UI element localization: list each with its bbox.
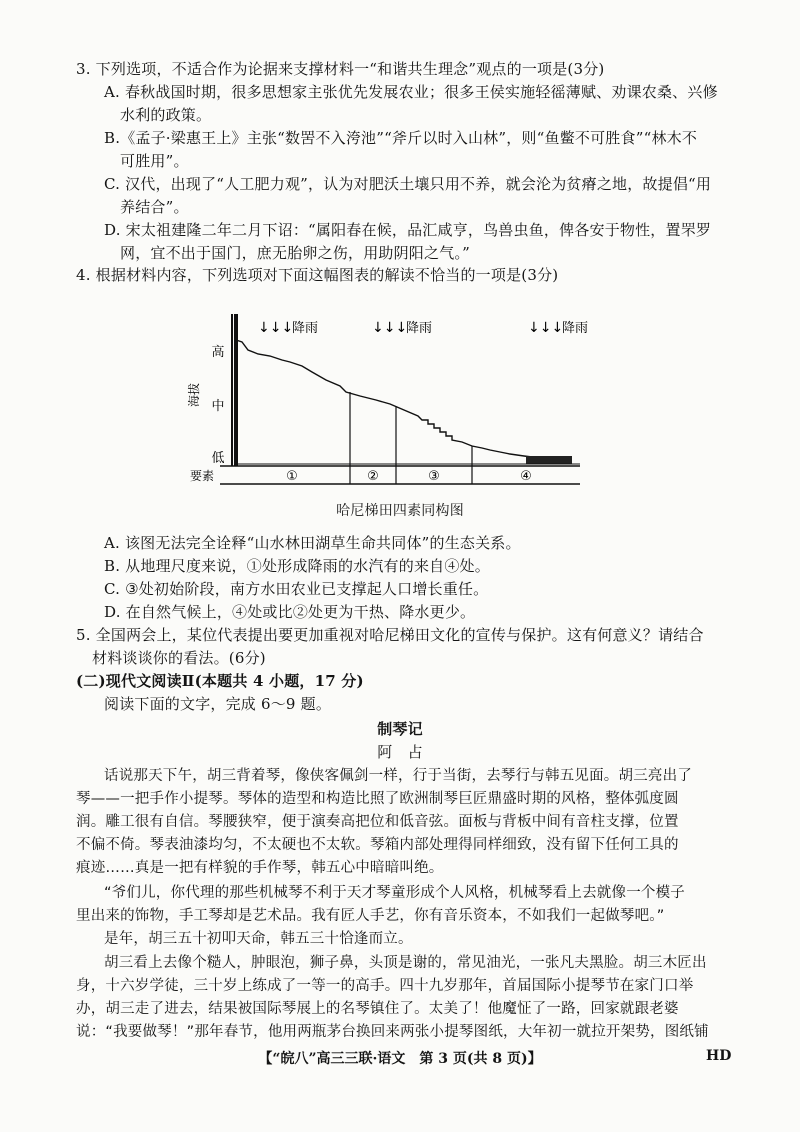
article-line-7: 里出来的饰物，手工琴却是艺术品。我有匠人手艺，你有音乐资本，不如我们一起做琴吧。” bbox=[76, 908, 665, 924]
q5-line-1: 5. 全国两会上，某位代表提出要更加重视对哈尼梯田文化的宣传与保护。这有何意义？请结合 bbox=[76, 626, 704, 644]
rain-label-1: 降雨 bbox=[292, 321, 319, 336]
terrain-profile bbox=[236, 340, 570, 458]
rain-label-3: 降雨 bbox=[562, 321, 589, 336]
q4-option-d: D. 在自然气候上，④处或比②处更为干热、降水更少。 bbox=[104, 603, 476, 621]
q3-option-c-cont: 养结合”。 bbox=[120, 198, 189, 216]
x-axis-label: 要素 bbox=[190, 469, 215, 483]
article-line-3: 润。雕工很有自信。琴腰狭窄，便于演奏高把位和低音弦。面板与背板中间有音柱支撑，位置 bbox=[76, 814, 679, 830]
article-line-8: 是年，胡三五十初叩天命，韩五三十恰逢而立。 bbox=[104, 931, 413, 947]
zone-label-4: ④ bbox=[520, 469, 532, 484]
q3-option-d-cont: 网，宜不出于国门，庶无胎卵之伤，用助阴阳之气。” bbox=[120, 244, 470, 262]
diagram-caption: 哈尼梯田四素同构图 bbox=[336, 503, 464, 519]
article-line-11: 办，胡三走了进去，结果被国际琴展上的名琴镇住了。太美了！他魔怔了一路，回家就跟老婆 bbox=[76, 1001, 679, 1017]
article-title: 制琴记 bbox=[377, 720, 423, 738]
q3-option-a: A. 春秋战国时期，很多思想家主张优先发展农业；很多王侯实施轻徭薄赋、劝课农桑、兴修 bbox=[104, 83, 718, 101]
rain-arrows-3: ↓↓↓ bbox=[528, 320, 564, 336]
article-line-12: 说：“我要做琴！”那年春节，他用两瓶茅台换回来两张小提琴图纸，大年初一就拉开架势，图纸铺 bbox=[76, 1024, 709, 1040]
rain-label-2: 降雨 bbox=[406, 321, 433, 336]
y-tick-low: 低 bbox=[211, 451, 225, 466]
zone-label-3: ③ bbox=[428, 469, 440, 484]
q4-stem: 4. 根据材料内容，下列选项对下面这幅图表的解读不恰当的一项是(3分) bbox=[76, 266, 559, 284]
rain-arrows-2: ↓↓↓ bbox=[372, 320, 408, 336]
q4-option-c: C. ③处初始阶段，南方水田农业已支撑起人口增长重任。 bbox=[104, 580, 489, 598]
footer-code: HD bbox=[706, 1048, 732, 1064]
y-tick-mid: 中 bbox=[211, 399, 225, 414]
article-line-4: 不偏不倚。琴表油漆均匀，不太硬也不太软。琴箱内部处理得同样细致，没有留下任何工具的 bbox=[76, 837, 679, 853]
article-author: 阿 占 bbox=[377, 743, 423, 761]
article-line-5: 痕迹……真是一把有样貌的手作琴，韩五心中暗暗叫绝。 bbox=[76, 860, 444, 876]
article-line-10: 身，十六岁学徒，三十岁上练成了一等一的高手。四十九岁那年，首届国际小提琴节在家门口举 bbox=[76, 978, 694, 994]
q3-stem: 3. 下列选项，不适合作为论据来支撑材料一“和谐共生理念”观点的一项是(3分) bbox=[76, 60, 605, 78]
article-line-1: 话说那天下午，胡三背着琴，像侠客佩剑一样，行于当街，去琴行与韩五见面。胡三亮出了 bbox=[104, 768, 692, 784]
q3-option-a-cont: 水利的政策。 bbox=[120, 106, 212, 124]
y-axis-label: 海拔 bbox=[187, 382, 201, 408]
section-heading: (二)现代文阅读Ⅱ(本题共 4 小题，17 分) bbox=[76, 672, 364, 690]
lake-block bbox=[526, 456, 572, 464]
section-instruction: 阅读下面的文字，完成 6～9 题。 bbox=[104, 695, 332, 713]
footer-page-info: 【“皖八”高三三联·语文 第 3 页(共 8 页)】 bbox=[258, 1051, 542, 1067]
zone-label-2: ② bbox=[367, 469, 379, 484]
q3-option-b-cont: 可胜用”。 bbox=[120, 152, 189, 170]
zone-label-1: ① bbox=[286, 469, 298, 484]
y-tick-high: 高 bbox=[211, 345, 225, 360]
q4-option-a: A. 该图无法完全诠释“山水林田湖草生命共同体”的生态关系。 bbox=[104, 534, 521, 552]
article-line-9: 胡三看上去像个糙人，肿眼泡，狮子鼻，头顶是谢的，常见油光，一张凡夫黑脸。胡三木匠出 bbox=[104, 955, 707, 971]
hani-terrace-diagram bbox=[187, 300, 590, 500]
rain-arrows-1: ↓↓↓ bbox=[258, 320, 294, 336]
q3-option-b: B.《孟子·梁惠王上》主张“数罟不入洿池”“斧斤以时入山林”，则“鱼鳖不可胜食”“林木不 bbox=[104, 129, 698, 147]
article-line-2: 琴——一把手作小提琴。琴体的造型和构造比照了欧洲制琴巨匠鼎盛时期的风格，整体弧度圆 bbox=[76, 791, 679, 807]
article-line-6: “爷们儿，你代理的那些机械琴不利于天才琴童形成个人风格，机械琴看上去就像一个模子 bbox=[104, 885, 686, 901]
q4-option-b: B. 从地理尺度来说，①处形成降雨的水汽有的来自④处。 bbox=[104, 557, 490, 575]
q3-option-d: D. 宋太祖建隆二年二月下诏：“属阳春在候，品汇咸亨，鸟兽虫鱼，俾各安于物性，置罘罗 bbox=[104, 221, 712, 239]
q3-option-c: C. 汉代，出现了“人工肥力观”，认为对肥沃土壤只用不养，就会沦为贫瘠之地，故提倡“用 bbox=[104, 175, 712, 193]
q5-line-2: 材料谈谈你的看法。(6分) bbox=[92, 649, 266, 667]
